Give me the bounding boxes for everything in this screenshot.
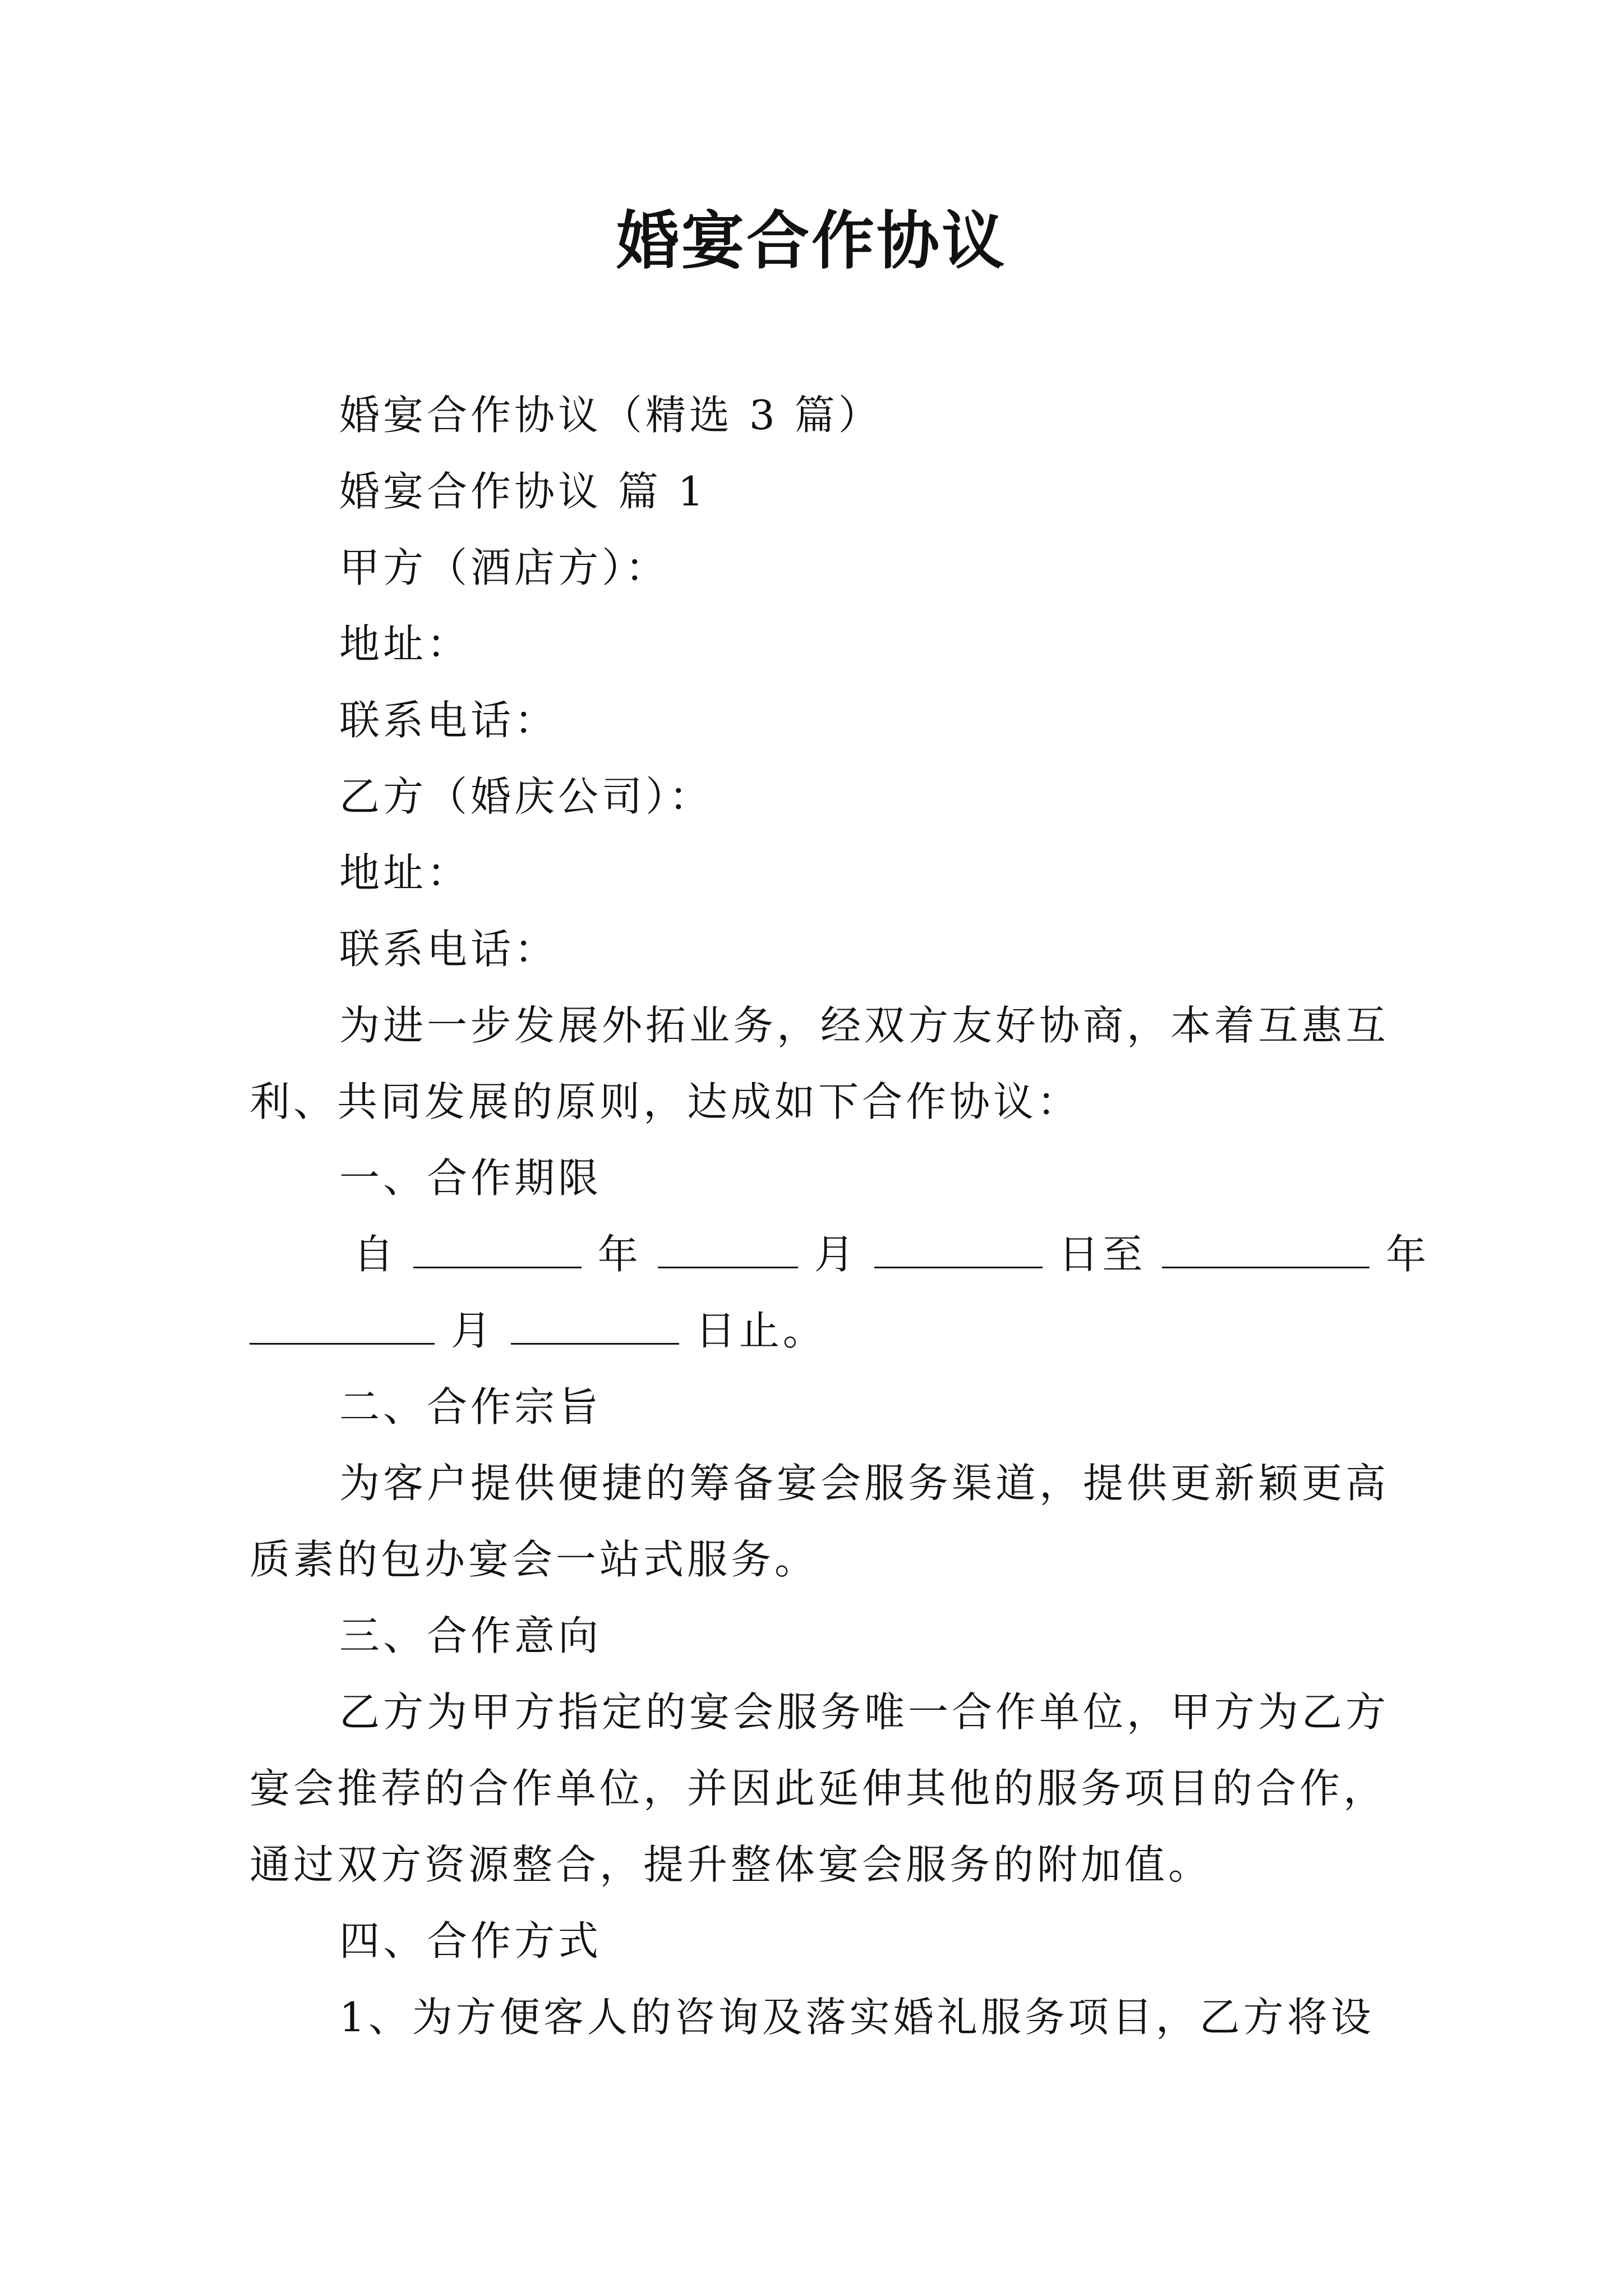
term-line-1 [353, 1226, 1430, 1282]
intro-paragraph-line-2: 利、共同发展的原则，达成如下合作协议： [250, 1078, 1081, 1125]
blank-end-day[interactable] [511, 1306, 679, 1345]
clause-1-heading: 一、合作期限 [339, 1154, 602, 1202]
term-day-to: 日至 [1058, 1231, 1146, 1278]
party-a-address: 地址： [339, 620, 471, 668]
clause-3-text-line-3: 通过双方资源整合，提升整体宴会服务的附加值。 [250, 1841, 1212, 1888]
term-month: 月 [814, 1231, 858, 1278]
clause-4-item-1: 1、为方便客人的咨询及落实婚礼服务项目，乙方将设 [339, 1994, 1375, 2041]
clause-3-text-line-1: 乙方为甲方指定的宴会服务唯一合作单位，甲方为乙方 [339, 1688, 1390, 1736]
blank-start-day[interactable] [874, 1230, 1043, 1268]
term-from: 自 [353, 1231, 398, 1278]
clause-2-text-line-2: 质素的包办宴会一站式服务。 [250, 1536, 819, 1583]
blank-end-month[interactable] [250, 1306, 435, 1345]
blank-start-month[interactable] [658, 1230, 798, 1268]
term-line-2 [250, 1303, 827, 1359]
party-b-phone: 联系电话： [339, 926, 559, 973]
subtitle-selected: 婚宴合作协议（精选 3 篇） [339, 392, 882, 439]
party-a-label: 甲方（酒店方）： [339, 544, 670, 591]
clause-2-heading: 二、合作宗旨 [339, 1383, 602, 1430]
section-heading-part1: 婚宴合作协议 篇 1 [339, 468, 707, 515]
term-month-2: 月 [450, 1307, 495, 1354]
intro-paragraph-line-1: 为进一步发展外拓业务，经双方友好协商，本着互惠互 [339, 1002, 1390, 1049]
blank-end-year[interactable] [1162, 1230, 1370, 1268]
term-day-end: 日止。 [695, 1307, 827, 1354]
clause-3-text-line-2: 宴会推荐的合作单位，并因此延伸其他的服务项目的合作， [250, 1765, 1387, 1812]
party-b-address: 地址： [339, 849, 471, 896]
document-title: 婚宴合作协议 [616, 204, 1007, 278]
party-a-phone: 联系电话： [339, 697, 559, 744]
blank-start-year[interactable] [413, 1230, 582, 1268]
term-year-2: 年 [1386, 1231, 1430, 1278]
clause-4-heading: 四、合作方式 [339, 1917, 602, 1964]
party-b-label: 乙方（婚庆公司）： [339, 773, 713, 820]
clause-2-text-line-1: 为客户提供便捷的筹备宴会服务渠道，提供更新颖更高 [339, 1460, 1390, 1507]
clause-3-heading: 三、合作意向 [339, 1612, 602, 1659]
term-year: 年 [597, 1231, 642, 1278]
